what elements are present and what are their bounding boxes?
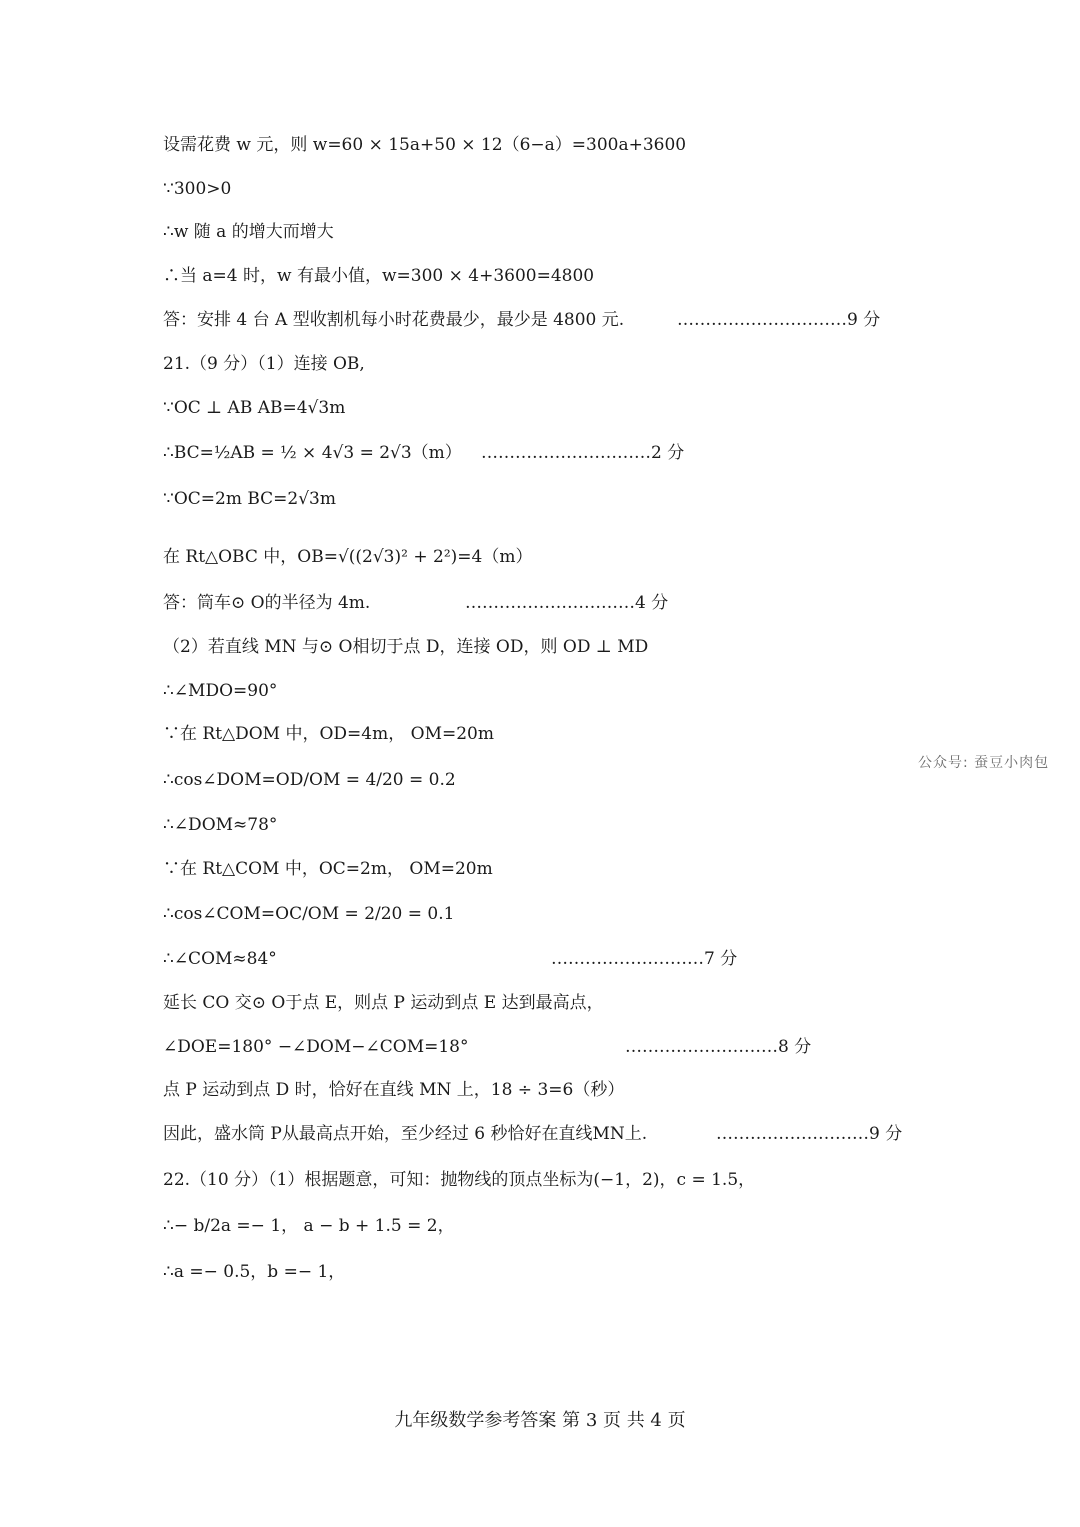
text-line: ∴− b/2a =− 1， a − b + 1.5 = 2， bbox=[163, 1216, 455, 1236]
text-line: ∵在 Rt△COM 中，OC=2m， OM=20m bbox=[163, 859, 493, 879]
text-line: ∵OC ⊥ AB AB=4√3m bbox=[163, 398, 346, 418]
text-line: ∴a =− 0.5，b =− 1， bbox=[163, 1262, 346, 1282]
page-footer: 九年级数学参考答案 第 3 页 共 4 页 bbox=[394, 1410, 686, 1431]
watermark: 公众号: 蚕豆小肉包 bbox=[918, 755, 1050, 771]
text-line: ∴cos∠DOM=OD/OM = 4/20 = 0.2 bbox=[163, 770, 456, 790]
text-line: ∵OC=2m BC=2√3m bbox=[163, 489, 336, 509]
text-line: 在 Rt△OBC 中，OB=√((2√3)² + 2²)=4（m） bbox=[163, 547, 533, 567]
text-line: ∴∠MDO=90° bbox=[163, 681, 278, 701]
score-marker: …………………………2 分 bbox=[481, 443, 685, 463]
text-line: ∴当 a=4 时，w 有最小值，w=300 × 4+3600=4800 bbox=[163, 266, 595, 286]
text-line: 设需花费 w 元，则 w=60 × 15a+50 × 12（6−a）=300a+3600 bbox=[163, 135, 687, 155]
text-line: 延长 CO 交⊙ O于点 E，则点 P 运动到点 E 达到最高点， bbox=[163, 993, 604, 1013]
text-line: 点 P 运动到点 D 时，恰好在直线 MN 上，18 ÷ 3=6（秒） bbox=[163, 1080, 625, 1100]
text-line: ∴BC=½AB = ½ × 4√3 = 2√3（m） bbox=[163, 443, 462, 463]
text-line: ∵300>0 bbox=[163, 179, 232, 199]
text-line: 答：筒车⊙ O的半径为 4m. bbox=[163, 593, 371, 613]
text-line: ∴w 随 a 的增大而增大 bbox=[163, 222, 334, 242]
text-line: ∠DOE=180° −∠DOM−∠COM=18° bbox=[163, 1037, 469, 1057]
text-line: 21.（9 分）（1）连接 OB, bbox=[163, 354, 365, 374]
text-line: 22.（10 分）（1）根据题意，可知：抛物线的顶点坐标为(−1，2)，c = 1.5， bbox=[163, 1170, 756, 1190]
score-marker: ………………………8 分 bbox=[625, 1037, 812, 1057]
score-marker: …………………………4 分 bbox=[465, 593, 669, 613]
text-line: ∴cos∠COM=OC/OM = 2/20 = 0.1 bbox=[163, 904, 455, 924]
score-marker: ………………………7 分 bbox=[551, 949, 738, 969]
score-marker: …………………………9 分 bbox=[677, 310, 881, 330]
text-line: （2）若直线 MN 与⊙ O相切于点 D，连接 OD，则 OD ⊥ MD bbox=[163, 637, 649, 657]
text-line: ∴∠DOM≈78° bbox=[163, 815, 278, 835]
text-line: 因此，盛水筒 P从最高点开始，至少经过 6 秒恰好在直线MN上. bbox=[163, 1124, 648, 1144]
score-marker: ………………………9 分 bbox=[716, 1124, 903, 1144]
text-line: ∴∠COM≈84° bbox=[163, 949, 277, 969]
text-line: 答：安排 4 台 A 型收割机每小时花费最少，最少是 4800 元. bbox=[163, 310, 625, 330]
text-line: ∵在 Rt△DOM 中，OD=4m， OM=20m bbox=[163, 724, 494, 744]
